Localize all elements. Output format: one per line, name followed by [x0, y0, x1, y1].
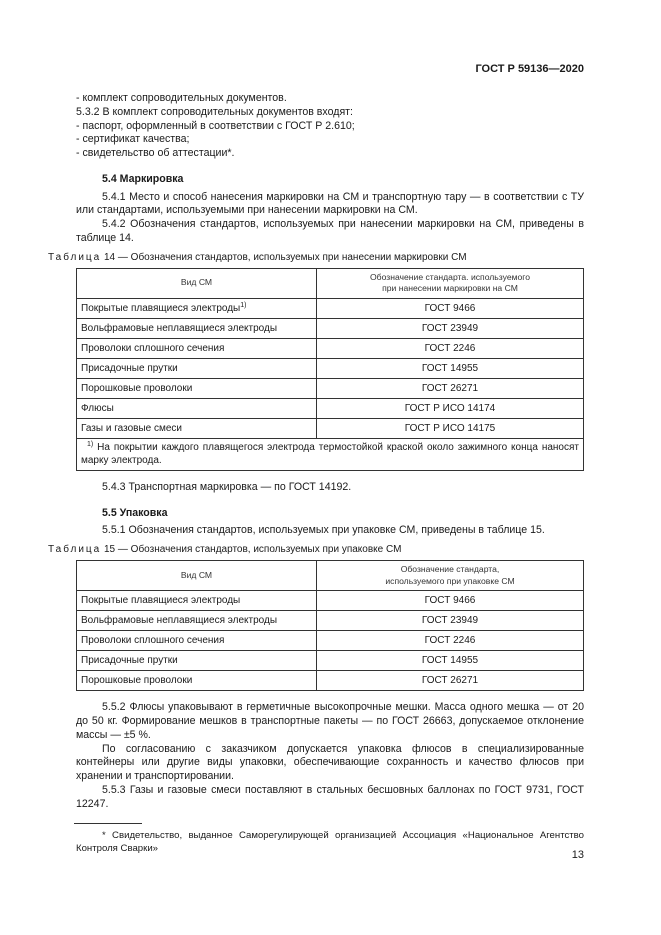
table-header-row: [77, 268, 584, 298]
table-15-caption: [48, 543, 584, 556]
table-15: [76, 560, 584, 691]
table-row: [77, 611, 584, 631]
header-line: Обозначение стандарта,: [400, 564, 500, 575]
table-cell-standard: ГОСТ 2246: [317, 338, 584, 358]
list-item: - свидетельство об аттестации*.: [76, 147, 235, 160]
page-number: 13: [571, 849, 584, 861]
table-cell-standard: ГОСТ 9466: [317, 298, 584, 318]
table-cell-standard: ГОСТ 23949: [317, 611, 584, 631]
table-cell-standard: ГОСТ 2246: [317, 631, 584, 651]
table-cell-standard: ГОСТ 26271: [317, 671, 584, 691]
table-cell-type: Вольфрамовые неплавящиеся электроды: [77, 318, 317, 338]
table-note-row: [77, 438, 584, 470]
clause-543: 5.4.3 Транспортная маркировка — по ГОСТ 14192.: [102, 480, 352, 493]
table-note: [77, 438, 584, 470]
table-cell-type: Газы и газовые смеси: [77, 418, 317, 438]
table-caption-label: Таблица: [48, 544, 102, 556]
table-row: [77, 651, 584, 671]
table-row: [77, 338, 584, 358]
header-line: используемого при упаковке СМ: [385, 575, 515, 586]
table-header-row: [77, 561, 584, 591]
clause-553: 5.5.3 Газы и газовые смеси поставляют в стальных бесшовных баллонах по ГОСТ 9731, ГОСТ 12247.: [76, 783, 584, 810]
footnote-mark: 1): [240, 301, 247, 309]
table-cell-standard: ГОСТ 26271: [317, 378, 584, 398]
column-header-type: Вид СМ: [77, 268, 317, 298]
table-cell-standard: ГОСТ 9466: [317, 591, 584, 611]
table-caption-label: Таблица: [48, 251, 102, 263]
table-cell-type: Присадочные прутки: [77, 358, 317, 378]
table-row: [77, 318, 584, 338]
footnote-divider: [74, 823, 142, 824]
clause-552-cont: По согласованию с заказчиком допускается упаковка флюсов в специализированные контейнеры или другие виды упаковки, обеспечивающие сохранность и качество флюсов при хранении и транспортировании.: [76, 742, 584, 783]
table-row: [77, 358, 584, 378]
header-line: Обозначение стандарта. используемого: [369, 271, 531, 282]
clause-542: 5.4.2 Обозначения стандартов, используемых при нанесении маркировки на СМ, приведены в таблице 14.: [76, 218, 584, 244]
table-cell-type: Вольфрамовые неплавящиеся электроды: [77, 611, 317, 631]
footnote-mark: 1): [87, 440, 94, 448]
table-row: [77, 378, 584, 398]
header-line: при нанесении маркировки на СМ: [382, 283, 518, 294]
table-cell-standard: ГОСТ 14955: [317, 358, 584, 378]
column-header-standard: [317, 561, 584, 591]
table-cell-type: Проволоки сплошного сечения: [77, 631, 317, 651]
table-row: [77, 398, 584, 418]
table-14-caption: [48, 251, 584, 264]
clause-541: 5.4.1 Место и способ нанесения маркировки на СМ и транспортную тару — в соответствии с ТУ или стандартами, используемыми при нанесении маркировки на СМ.: [76, 190, 584, 217]
list-item: - паспорт, оформленный в соответствии с ГОСТ Р 2.610;: [76, 119, 355, 132]
table-cell-standard: ГОСТ Р ИСО 14175: [317, 418, 584, 438]
table-row: [77, 298, 584, 318]
table-cell-standard: ГОСТ 23949: [317, 318, 584, 338]
table-note-text: На покрытии каждого плавящегося электрода термостойкой краской около зажимного конца наносят марку электрода.: [81, 441, 579, 466]
table-cell-type: Флюсы: [77, 398, 317, 418]
table-caption-text: 14 — Обозначения стандартов, используемых при нанесении маркировки СМ: [101, 251, 467, 263]
footnote: * Свидетельство, выданное Саморегулирующей организацией Ассоциация «Национальное Агентство Контроля Сварки»: [76, 830, 584, 854]
table-row: [77, 591, 584, 611]
list-item: - сертификат качества;: [76, 133, 190, 146]
list-item: - комплект сопроводительных документов.: [76, 92, 287, 104]
table-cell-type: [77, 298, 317, 318]
table-row: [77, 418, 584, 438]
clause-532: 5.3.2 В комплект сопроводительных документов входят:: [76, 105, 353, 118]
table-14: [76, 268, 584, 471]
table-cell-type: Присадочные прутки: [77, 651, 317, 671]
table-cell-type: Порошковые проволоки: [77, 378, 317, 398]
intro-list: [76, 92, 584, 161]
section-heading-marking: 5.4 Маркировка: [102, 172, 184, 185]
column-header-standard: [317, 268, 584, 298]
table-row: [77, 671, 584, 691]
column-header-type: Вид СМ: [77, 561, 317, 591]
table-cell-type: Порошковые проволоки: [77, 671, 317, 691]
table-cell-type: Проволоки сплошного сечения: [77, 338, 317, 358]
clause-552: 5.5.2 Флюсы упаковывают в герметичные высокопрочные мешки. Масса одного мешка — от 20 до 50 кг. Формирование мешков в транспортные пакеты — по ГОСТ 26663, допускаемое отклонение массы — ±5 %.: [76, 701, 584, 741]
table-cell-standard: ГОСТ 14955: [317, 651, 584, 671]
clause-551: 5.5.1 Обозначения стандартов, используемых при упаковке СМ, приведены в таблице 15.: [102, 524, 545, 537]
table-cell-standard: ГОСТ Р ИСО 14174: [317, 398, 584, 418]
document-header-id: ГОСТ Р 59136—2020: [475, 63, 584, 75]
cell-text: Покрытые плавящиеся электроды: [81, 302, 241, 314]
document-body: [48, 92, 584, 855]
table-row: [77, 631, 584, 651]
section-heading-packaging: 5.5 Упаковка: [102, 506, 168, 519]
table-caption-text: 15 — Обозначения стандартов, используемых при упаковке СМ: [101, 544, 402, 556]
table-cell-type: Покрытые плавящиеся электроды: [77, 591, 317, 611]
